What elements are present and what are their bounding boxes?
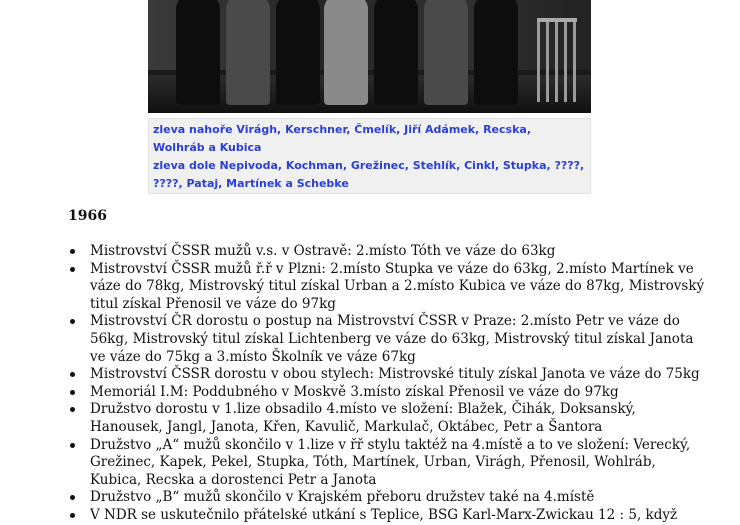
list-item: Mistrovství ČSSR mužů ř.ř v Plzni: 2.místo Stupka ve váze do 63kg, 2.místo Martínek ve váze do 78kg, Mistrovský titul získal Urban a 2.místo Kubica ve váze do 87kg, Mistrovský titul získal Přenosil ve váze do 97kg [68, 261, 708, 314]
photo-person [374, 0, 418, 105]
photo-person [324, 0, 368, 105]
photo-chair [537, 18, 577, 102]
list-item: V NDR se uskutečnilo přátelské utkání s Teplice, BSG Karl-Marx-Zwickau 12 : 5, když [68, 507, 708, 525]
photo-person [276, 0, 320, 105]
list-item: Družstvo dorostu v 1.lize obsadilo 4.místo ve složení: Blažek, Čihák, Doksanský, Hanousek, Jangl, Janota, Křen, Kavulič, Markulač, Oktábec, Petr a Šantora [68, 401, 708, 436]
photo-person [474, 0, 518, 105]
list-item: Družstvo „B“ mužů skončilo v Krajském přeboru družstev také na 4.místě [68, 489, 708, 507]
photo-person [176, 0, 220, 105]
list-item: Mistrovství ČR dorostu o postup na Mistrovství ČSSR v Praze: 2.místo Petr ve váze do 56kg, Mistrovský titul získal Lichtenberg ve váze do 63kg, Mistrovský titul získal Janota ve váze do 75kg a 3.místo Školník ve váze 67kg [68, 313, 708, 366]
list-item: Memoriál I.M: Poddubného v Moskvě 3.místo získal Přenosil ve váze do 97kg [68, 384, 708, 402]
caption-line: zleva nahoře Virágh, Kerschner, Čmelík, Jiří Adámek, Recska, [153, 123, 532, 136]
caption-line: ????, Pataj, Martínek a Schebke [153, 177, 349, 190]
photo-person [226, 0, 270, 105]
caption-line: zleva dole Nepivoda, Kochman, Grežinec, Stehlík, Cinkl, Stupka, ????, [153, 159, 585, 172]
section-year-heading: 1966 [68, 208, 107, 224]
photo-caption [148, 118, 591, 194]
results-list [68, 243, 708, 525]
list-item: Mistrovství ČSSR dorostu v obou stylech: Mistrovské tituly získal Janota ve váze do 75kg [68, 366, 708, 384]
list-item: Družstvo „A“ mužů skončilo v 1.lize v řř stylu taktéž na 4.místě a to ve složení: Verecký, Grežinec, Kapek, Pekel, Stupka, Tóth, Martínek, Urban, Virágh, Přenosil, Wohlráb, Kubica, Recska a dorostenci Petr a Janota [68, 437, 708, 490]
caption-line: Wolhráb a Kubica [153, 141, 262, 154]
list-item: Mistrovství ČSSR mužů v.s. v Ostravě: 2.místo Tóth ve váze do 63kg [68, 243, 708, 261]
photo-person [424, 0, 468, 105]
team-photo [148, 0, 591, 113]
